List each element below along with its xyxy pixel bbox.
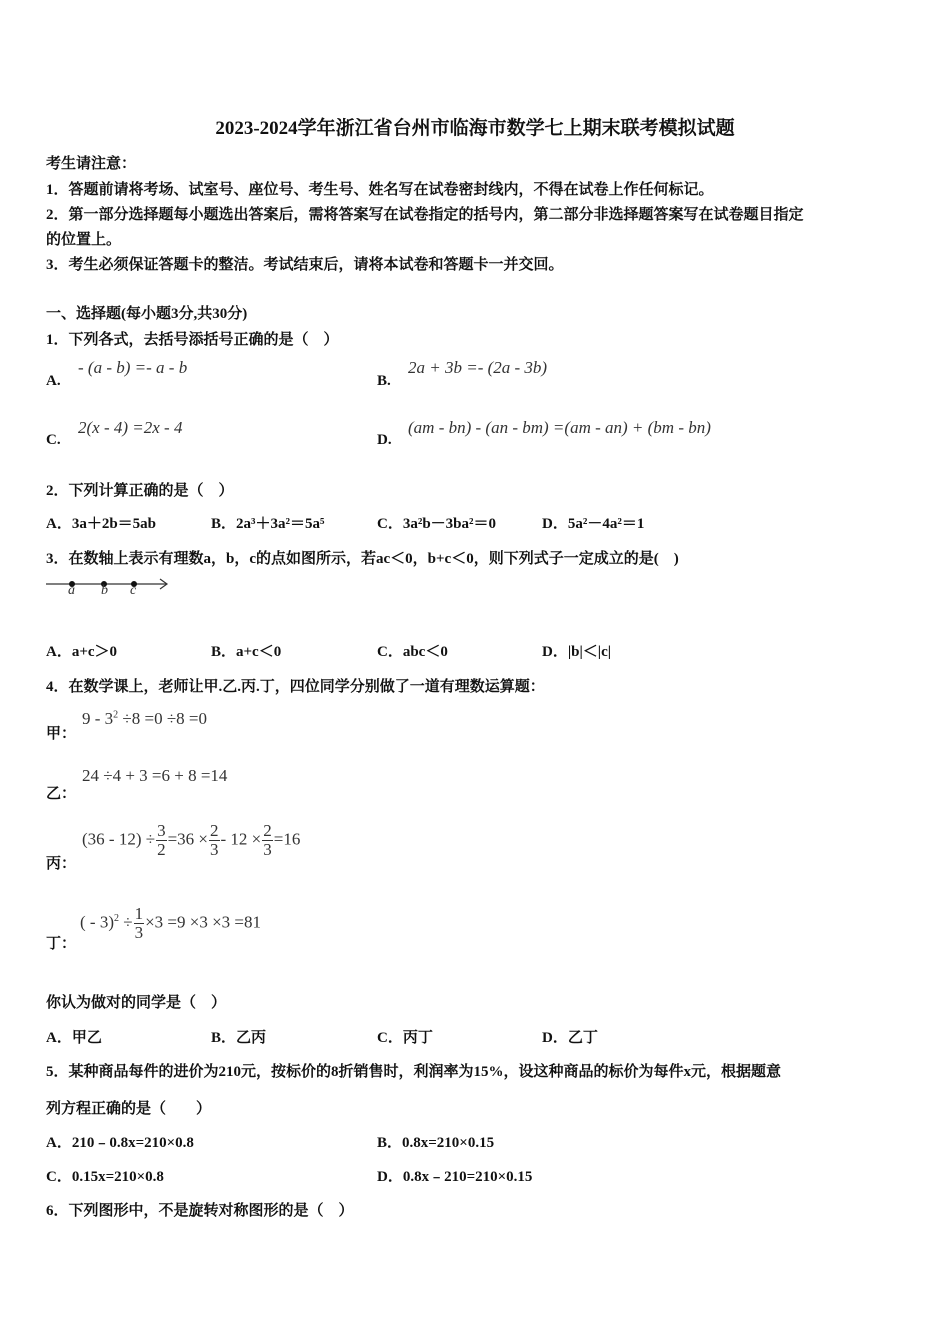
q4-option-d: D．乙丁: [542, 1030, 598, 1046]
axis-label-c: c: [130, 583, 137, 598]
section-heading: 一、选择题(每小题3分,共30分): [46, 306, 248, 322]
number-line-figure: [46, 576, 176, 606]
note-item: 的位置上。: [46, 232, 122, 248]
q5-option-d: D．0.8x﹣210=210×0.15: [377, 1169, 533, 1185]
q2-option-c: C．3a²b－3ba²＝0: [377, 516, 497, 532]
q3-option-b: B．a+c＜0: [211, 644, 282, 660]
q1-option-c-expr: 2(x - 4) =2x - 4: [78, 418, 183, 437]
yi-expr: 24 ÷4 + 3 =6 + 8 =14: [82, 766, 228, 785]
q6-stem: 6．下列图形中，不是旋转对称图形的是（ ）: [46, 1203, 354, 1219]
q1-stem: 1．下列各式，去括号添括号正确的是（ ）: [46, 332, 339, 348]
q1-option-c-label: C.: [46, 432, 61, 448]
yi-label: 乙：: [46, 786, 77, 802]
q3-option-a: A．a+c＞0: [46, 644, 118, 660]
q2-option-d: D．5a²－4a²＝1: [542, 516, 645, 532]
bing-label: 丙：: [46, 856, 77, 872]
notes-heading: 考生请注意：: [46, 156, 137, 172]
note-item: 3．考生必须保证答题卡的整洁。考试结束后，请将本试卷和答题卡一并交回。: [46, 257, 564, 273]
q3-option-d: D．|b|＜|c|: [542, 644, 612, 660]
q1-option-d-label: D.: [377, 432, 392, 448]
note-item: 2．第一部分选择题每小题选出答案后，需将答案写在试卷指定的括号内，第二部分非选择题答案写在试卷题目指定: [46, 207, 804, 223]
q2-option-a: A．3a＋2b＝5ab: [46, 516, 157, 532]
q5-option-b: B．0.8x=210×0.15: [377, 1135, 495, 1151]
jia-label: 甲：: [46, 726, 77, 742]
jia-expr: $9 - 3^2 \div 8 =0 \div 8 =0$: [82, 709, 208, 728]
axis-label-b: b: [101, 583, 108, 598]
q3-option-c: C．abc＜0: [377, 644, 448, 660]
q5-stem-cont: 列方程正确的是（ ）: [46, 1101, 212, 1117]
q2-stem: 2．下列计算正确的是（ ）: [46, 483, 234, 499]
q5-option-a: A．210﹣0.8x=210×0.8: [46, 1135, 194, 1151]
q1-option-d-expr: (am - bn) - (an - bm) =(am - an) + (bm - bn): [408, 418, 711, 437]
q5-stem: 5．某种商品每件的进价为210元，按标价的8折销售时，利润率为15%，设这种商品的标价为每件x元，根据题意: [46, 1064, 782, 1080]
ding-label: 丁：: [46, 936, 77, 952]
q4-ask: 你认为做对的同学是（ ）: [46, 995, 227, 1011]
q2-option-b: B．2a³＋3a²＝5a⁵: [211, 516, 325, 532]
q4-option-b: B．乙丙: [211, 1030, 267, 1046]
q5-option-c: C．0.15x=210×0.8: [46, 1169, 164, 1185]
ding-expr: ( - 3)$^2$ ÷ $\frac{1}{3}$ ×3 =9 ×3 ×3 =81: [80, 904, 262, 942]
note-item: 1．答题前请将考场、试室号、座位号、考生号、姓名写在试卷密封线内，不得在试卷上作任何标记。: [46, 182, 714, 198]
q3-stem: 3．在数轴上表示有理数a，b，c的点如图所示，若ac＜0，b+c＜0，则下列式子一定成立的是( ): [46, 551, 679, 567]
q1-option-a-expr: - (a - b) =- a - b: [78, 358, 188, 377]
page-title: 2023-2024学年浙江省台州市临海市数学七上期末联考模拟试题: [215, 118, 735, 139]
bing-expr: (36 - 12) ÷ $\frac{3}{2}$ =36 × $\frac{2}{3}$ - 12 × $\frac{2}{3}$ =16: [82, 821, 301, 859]
q1-option-b-label: B.: [377, 373, 391, 389]
q1-option-a-label: A.: [46, 373, 61, 389]
q4-stem: 4．在数学课上，老师让甲.乙.丙.丁，四位同学分别做了一道有理数运算题：: [46, 679, 545, 695]
q4-option-c: C．丙丁: [377, 1030, 433, 1046]
q1-option-b-expr: 2a + 3b =- (2a - 3b): [408, 358, 548, 377]
q4-option-a: A．甲乙: [46, 1030, 102, 1046]
axis-label-a: a: [68, 583, 75, 598]
